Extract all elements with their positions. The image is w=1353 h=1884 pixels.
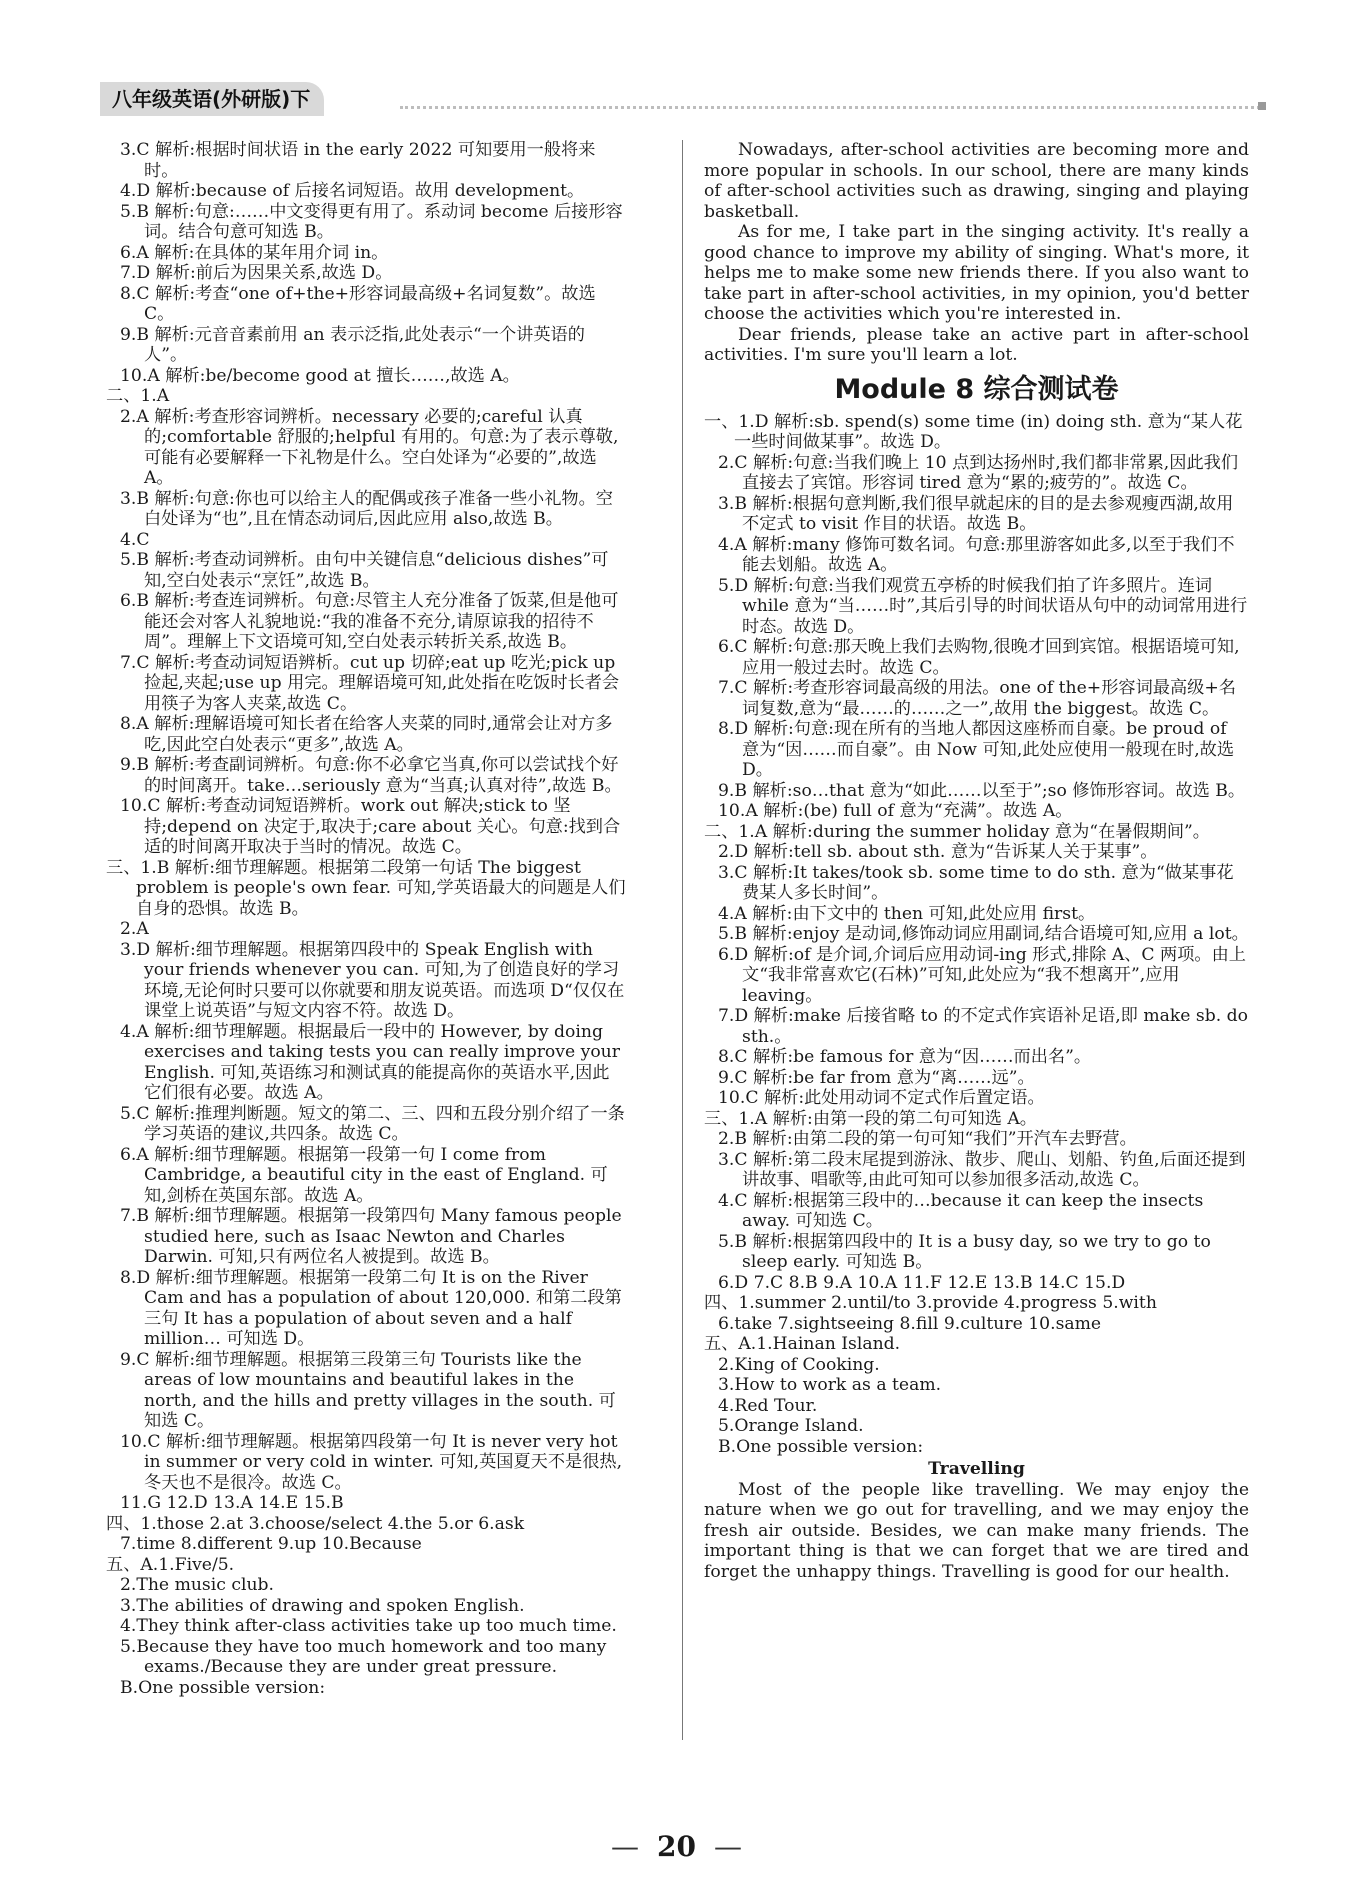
answer-item: 8.C 解析:考查“one of+the+形容词最高级+名词复数”。故选 C。 xyxy=(120,283,596,324)
answer-item: 9.B 解析:so…that 意为“如此……以至于”;so 修饰形容词。故选 B。 xyxy=(718,780,1246,801)
answer-item: 6.A 解析:在具体的某年用介词 in。 xyxy=(120,242,389,263)
book-title: 八年级英语(外研版)下 xyxy=(100,82,324,116)
answer-item: 2.B 解析:由第二段的第一句可知“我们”开汽车去野营。 xyxy=(718,1129,1137,1149)
essay-paragraph: As for me, I take part in the singing activity. It's really a good chance to improve my ability of singing. What's more, it helps me to make some new friends there. If you also want to take part in after-school activities, in my opinion, you'd better choose the activities which you're interested in. xyxy=(704,222,1249,324)
answer-item: 5.D 解析:句意:当我们观赏五亭桥的时候我们拍了许多照片。连词 while 意为“当……时”,其后引导的时间状语从句中的动词常用进行时态。故选 D。 xyxy=(718,575,1248,637)
answer-item: 5.Orange Island. xyxy=(718,1416,864,1436)
answer-item: 6.D 解析:of 是介词,介词后应用动词-ing 形式,排除 A、C 两项。由上文“我非常喜欢它(石林)”可知,此处应为“我不想离开”,应用 leaving。 xyxy=(718,944,1246,1006)
page-header xyxy=(100,82,1260,118)
answer-item: 3.The abilities of drawing and spoken English. xyxy=(120,1595,525,1616)
answer-item: 4.A 解析:细节理解题。根据最后一段中的 However, by doing exercises and taking tests you can really improve your English. 可知,英语练习和测试真的能提高你的英语水平,因此它们很有必要。故选 A。 xyxy=(120,1021,620,1103)
essay-paragraph: Dear friends, please take an active part in after-school activities. I'm sure you'll learn a lot. xyxy=(704,324,1249,365)
answer-item: 4.They think after-class activities take up too much time. xyxy=(120,1616,617,1636)
answer-item: B.One possible version: xyxy=(120,1677,326,1698)
page-number: 20 xyxy=(657,1830,696,1863)
answer-item: 二、1.A xyxy=(106,386,170,406)
answer-item: 7.C 解析:考查形容词最高级的用法。one of the+形容词最高级+名词复数,意为“最……的……之一”,故用 the biggest。故选 C。 xyxy=(718,678,1236,719)
answer-item: 6.C 解析:句意:那天晚上我们去购物,很晚才回到宾馆。根据语境可知,应用一般过去时。故选 C。 xyxy=(718,637,1240,678)
essay-body: Most of the people like travelling. We may enjoy the nature when we go out for travelling, and we may enjoy the fresh air outside. Besides, we can make many friends. The important thing is that we can forget that we are tired and forget the unhappy things. Travelling is good for our health. xyxy=(704,1479,1249,1582)
essay-paragraph: Nowadays, after-school activities are becoming more and more popular in schools. In our school, there are many kinds of after-school activities such as drawing, singing and playing basketball. xyxy=(704,140,1249,222)
answer-item: 3.B 解析:句意:你也可以给主人的配偶或孩子准备一些小礼物。空白处译为“也”,且在情态动词后,因此应用 also,故选 B。 xyxy=(120,488,613,529)
answer-item: 2.A xyxy=(120,919,149,939)
module8-answers xyxy=(704,412,1249,1458)
header-end-marker xyxy=(1258,102,1266,110)
answer-item: 二、1.A 解析:during the summer holiday 意为“在暑假期间”。 xyxy=(704,821,1210,842)
answer-item: 2.C 解析:句意:当我们晚上 10 点到达扬州时,我们都非常累,因此我们直接去了宾馆。形容词 tired 意为“累的;疲劳的”。故选 C。 xyxy=(718,452,1239,493)
answer-item: 7.D 解析:make 后接省略 to 的不定式作宾语补足语,即 make sb. do sth.。 xyxy=(718,1006,1249,1047)
answer-item: 3.B 解析:根据句意判断,我们很早就起床的目的是去参观瘦西湖,故用不定式 to visit 作目的状语。故选 B。 xyxy=(718,493,1234,534)
answer-item: 3.D 解析:细节理解题。根据第四段中的 Speak English with your friends whenever you can. 可知,为了创造良好的学习环境,无论何时只要可以你就要和朋友说英语。而选项 D“仅仅在课堂上说英语”与短文内容不符。故选 D。 xyxy=(120,939,625,1021)
answer-item: 10.C 解析:考查动词短语辨析。work out 解决;stick to 坚持;depend on 决定于,取决于;care about 关心。句意:找到合适的时间离开取决于当时的情况。故选 C。 xyxy=(120,796,621,857)
answer-item: 10.C 解析:细节理解题。根据第四段第一句 It is never very hot in summer or very cold in winter. 可知,英国夏天不是很热,冬天也不是很冷。故选 C。 xyxy=(120,1431,623,1493)
answer-item: 6.B 解析:考查连词辨析。句意:尽管主人充分准备了饭菜,但是他可能还会对客人礼貌地说:“我的准备不充分,请原谅我的招待不周”。理解上下文语境可知,空白处表示转折关系,故选 B。 xyxy=(120,591,619,652)
answer-item: 3.C 解析:根据时间状语 in the early 2022 可知要用一般将来时。 xyxy=(120,140,596,181)
answer-item: 4.D 解析:because of 后接名词短语。故用 development。 xyxy=(120,181,585,201)
sample-essay-after-school xyxy=(704,140,1249,366)
answer-item: 2.D 解析:tell sb. about sth. 意为“告诉某人关于某事”。 xyxy=(718,842,1158,862)
answer-item: 4.C 解析:根据第三段中的…because it can keep the insects away. 可知选 C。 xyxy=(718,1190,1204,1231)
answer-item: 一、1.D 解析:sb. spend(s) some time (in) doing sth. 意为“某人花一些时间做某事”。故选 D。 xyxy=(704,411,1243,452)
answer-item: 5.Because they have too much homework and too many exams./Because they are under great pressure. xyxy=(120,1636,607,1677)
answer-item: 2.The music club. xyxy=(120,1575,274,1595)
answer-item: 8.D 解析:句意:现在所有的当地人都因这座桥而自豪。be proud of 意为“因……而自豪”。由 Now 可知,此处应使用一般现在时,故选 D。 xyxy=(718,719,1235,780)
answer-item: 7.time 8.different 9.up 10.Because xyxy=(120,1534,422,1554)
answer-item: 4.A 解析:many 修饰可数名词。句意:那里游客如此多,以至于我们不能去划船。故选 A。 xyxy=(718,534,1235,575)
column-divider xyxy=(682,140,683,1740)
answer-item: 4.C xyxy=(120,529,150,550)
answer-item: 6.D 7.C 8.B 9.A 10.A 11.F 12.E 13.B 14.C 15.D xyxy=(718,1272,1126,1293)
answer-item: 9.B 解析:考查副词辨析。句意:你不必拿它当真,你可以尝试找个好的时间离开。take…seriously 意为“当真;认真对待”,故选 B。 xyxy=(120,755,622,796)
answer-item: 8.C 解析:be famous for 意为“因……而出名”。 xyxy=(718,1047,1092,1067)
answer-item: 5.C 解析:推理判断题。短文的第二、三、四和五段分别介绍了一条学习英语的建议,共四条。故选 C。 xyxy=(120,1103,625,1144)
answer-item: 五、A.1.Hainan Island. xyxy=(704,1334,901,1354)
header-dotted-rule xyxy=(400,106,1260,109)
left-column xyxy=(106,140,626,1698)
answer-item: 5.B 解析:enjoy 是动词,修饰动词应用副词,结合语境可知,应用 a lot。 xyxy=(718,924,1249,944)
answer-item: 5.B 解析:根据第四段中的 It is a busy day, so we try to go to sleep early. 可知选 B。 xyxy=(718,1231,1211,1272)
answer-item: 四、1.summer 2.until/to 3.provide 4.progress 5.with xyxy=(704,1293,1157,1313)
right-column xyxy=(704,140,1249,1582)
answer-item: 三、1.B 解析:细节理解题。根据第二段第一句话 The biggest problem is people's own fear. 可知,学英语最大的问题是人们自身的恐惧。故选 B。 xyxy=(106,857,626,919)
answer-item: 6.A 解析:细节理解题。根据第一段第一句 I come from Cambridge, a beautiful city in the east of England. 可知,剑桥在英国东部。故选 A。 xyxy=(120,1144,608,1206)
answer-item: 5.B 解析:考查动词辨析。由句中关键信息“delicious dishes”可知,空白处表示“烹饪”,故选 B。 xyxy=(120,550,609,591)
answer-item: 8.D 解析:细节理解题。根据第一段第二句 It is on the River Cam and has a population of about 120,000. 和第二段第三句 It has a population of about seven and a half million… 可知选 D。 xyxy=(120,1267,622,1349)
answer-item: 4.Red Tour. xyxy=(718,1395,818,1416)
footer-dash-left: — xyxy=(611,1830,640,1863)
page-footer xyxy=(0,1830,1353,1863)
answer-item: 7.C 解析:考查动词短语辨析。cut up 切碎;eat up 吃光;pick up 捡起,夹起;use up 用完。理解语境可知,此处指在吃饭时长者会用筷子为客人夹菜,故选 C。 xyxy=(120,652,620,714)
answer-item: 3.C 解析:第二段末尾提到游泳、散步、爬山、划船、钓鱼,后面还提到讲故事、唱歌等,由此可知可以参加很多活动,故选 C。 xyxy=(718,1149,1246,1190)
module-title: Module 8 综合测试卷 xyxy=(834,373,1119,405)
essay-title: Travelling xyxy=(928,1459,1025,1479)
answer-item: 8.A 解析:理解语境可知长者在给客人夹菜的同时,通常会让对方多吃,因此空白处表示“更多”,故选 A。 xyxy=(120,714,613,755)
answer-item: 2.King of Cooking. xyxy=(718,1354,880,1375)
answer-item: 10.A 解析:be/become good at 擅长……,故选 A。 xyxy=(120,365,520,386)
answer-item: 四、1.those 2.at 3.choose/select 4.the 5.or 6.ask xyxy=(106,1513,525,1534)
footer-dash-right: — xyxy=(713,1830,742,1863)
answer-item: 2.A 解析:考查形容词辨析。necessary 必要的;careful 认真的;comfortable 舒服的;helpful 有用的。句意:为了表示尊敬,可能有必要解释一下礼物是什么。空白处译为“必要的”,故选 A。 xyxy=(120,406,619,488)
answer-item: 10.A 解析:(be) full of 意为“充满”。故选 A。 xyxy=(718,801,1073,821)
answer-item: 五、A.1.Five/5. xyxy=(106,1554,235,1575)
answer-item: 4.A 解析:由下文中的 then 可知,此处应用 first。 xyxy=(718,903,1096,924)
answer-item: 3.C 解析:It takes/took sb. some time to do sth. 意为“做某事花费某人多长时间”。 xyxy=(718,862,1234,903)
answer-item: 9.C 解析:be far from 意为“离……远”。 xyxy=(718,1067,1035,1088)
answer-item: 三、1.A 解析:由第一段的第二句可知选 A。 xyxy=(704,1108,1037,1129)
answer-item: 10.C 解析:此处用动词不定式作后置定语。 xyxy=(718,1088,1045,1108)
answer-item: B.One possible version: xyxy=(718,1436,924,1457)
answer-item: 7.D 解析:前后为因果关系,故选 D。 xyxy=(120,263,393,283)
answer-item: 9.C 解析:细节理解题。根据第三段第三句 Tourists like the areas of low mountains and beautiful lakes in the north, and the hills and pretty villages in the south. 可知选 C。 xyxy=(120,1349,616,1431)
answer-item: 6.take 7.sightseeing 8.fill 9.culture 10.same xyxy=(718,1313,1102,1334)
answer-item: 5.B 解析:句意:……中文变得更有用了。系动词 become 后接形容词。结合句意可知选 B。 xyxy=(120,201,623,242)
answer-item: 7.B 解析:细节理解题。根据第一段第四句 Many famous people studied here, such as Isaac Newton and Charles Darwin. 可知,只有两位名人被提到。故选 B。 xyxy=(120,1206,622,1267)
answer-item: 9.B 解析:元音音素前用 an 表示泛指,此处表示“一个讲英语的人”。 xyxy=(120,324,585,365)
answer-item: 11.G 12.D 13.A 14.E 15.B xyxy=(120,1493,344,1513)
answer-item: 3.How to work as a team. xyxy=(718,1375,942,1395)
